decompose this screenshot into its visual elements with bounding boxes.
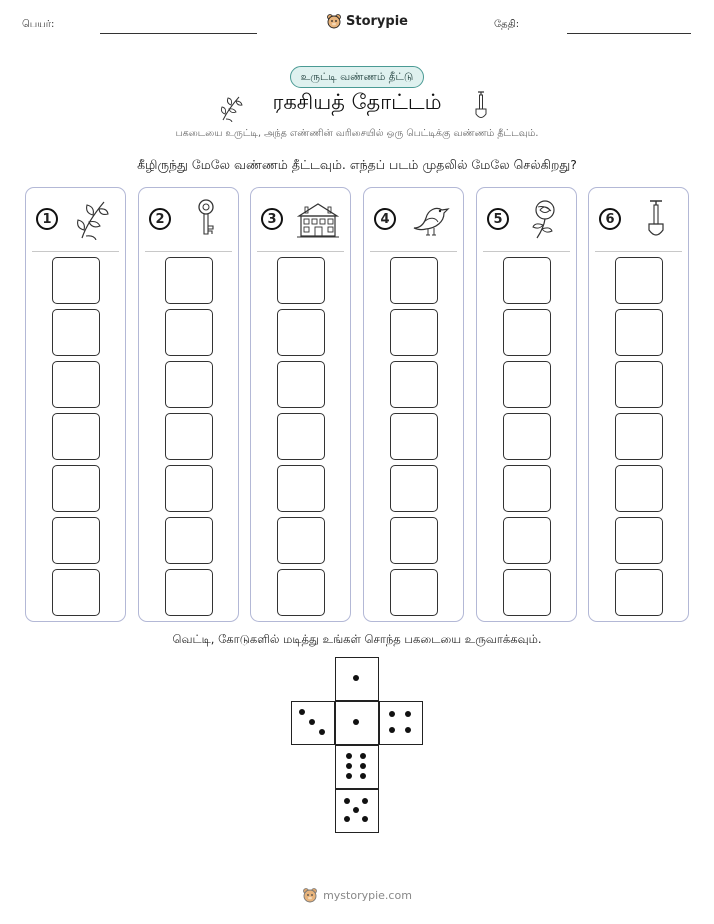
die-face-three (291, 701, 335, 745)
pip (309, 719, 315, 725)
bear-logo-icon (302, 887, 318, 903)
activity-badge: உருட்டி வண்ணம் தீட்டு (290, 66, 424, 88)
header-divider (595, 251, 682, 252)
die-face-four (379, 701, 423, 745)
column-1 (25, 187, 126, 622)
pip (360, 773, 366, 779)
date-line (567, 33, 691, 34)
color-box[interactable] (165, 465, 213, 512)
pip (319, 729, 325, 735)
logo-text: Storypie (346, 13, 408, 29)
bear-logo-icon (326, 13, 342, 29)
column-header (589, 188, 688, 250)
color-box[interactable] (277, 309, 325, 356)
color-box[interactable] (52, 361, 100, 408)
color-box[interactable] (615, 257, 663, 304)
shovel-icon (635, 198, 677, 240)
pip (360, 753, 366, 759)
die-face-five (335, 789, 379, 833)
column-number: 1 (36, 208, 58, 230)
color-box[interactable] (503, 517, 551, 564)
color-box[interactable] (165, 361, 213, 408)
color-box[interactable] (503, 309, 551, 356)
color-box[interactable] (615, 413, 663, 460)
pip (344, 816, 350, 822)
die-net (291, 657, 425, 835)
color-box[interactable] (52, 465, 100, 512)
die-face-one (335, 657, 379, 701)
color-box[interactable] (277, 569, 325, 616)
pip (389, 727, 395, 733)
mansion-icon (297, 198, 339, 240)
color-box[interactable] (390, 465, 438, 512)
column-6 (588, 187, 689, 622)
pip (405, 711, 411, 717)
footer (0, 887, 714, 903)
color-box[interactable] (390, 257, 438, 304)
bird-icon (410, 198, 452, 240)
column-header (364, 188, 463, 250)
color-box[interactable] (277, 361, 325, 408)
name-label: பெயர்: (22, 19, 55, 30)
die-face-six (335, 745, 379, 789)
color-box[interactable] (615, 309, 663, 356)
color-box[interactable] (165, 517, 213, 564)
pip (362, 798, 368, 804)
header-divider (32, 251, 119, 252)
pip (362, 816, 368, 822)
pip (389, 711, 395, 717)
pip (353, 675, 359, 681)
color-box[interactable] (52, 257, 100, 304)
footer-url[interactable]: mystorypie.com (323, 888, 412, 902)
color-box[interactable] (503, 569, 551, 616)
header-divider (370, 251, 457, 252)
color-box[interactable] (52, 569, 100, 616)
page-title: ரகசியத் தோட்டம் (272, 90, 442, 114)
pip (353, 807, 359, 813)
rose-icon (523, 198, 565, 240)
date-label: தேதி: (494, 19, 520, 30)
color-box[interactable] (277, 257, 325, 304)
column-number: 3 (261, 208, 283, 230)
logo (326, 13, 408, 29)
column-number: 4 (374, 208, 396, 230)
shovel-icon (472, 90, 490, 122)
column-number: 2 (149, 208, 171, 230)
column-header (26, 188, 125, 250)
pip (299, 709, 305, 715)
subtitle: பகடையை உருட்டி, அந்த எண்ணின் வரிசையில் ஒரு பெட்டிக்கு வண்ணம் தீட்டவும். (175, 128, 539, 139)
column-3 (250, 187, 351, 622)
color-box[interactable] (390, 361, 438, 408)
color-box[interactable] (503, 257, 551, 304)
column-header (139, 188, 238, 250)
instruction: கீழிருந்து மேலே வண்ணம் தீட்டவும். எந்தப் படம் முதலில் மேலே செல்கிறது? (137, 157, 577, 172)
color-box[interactable] (165, 569, 213, 616)
die-face-one (335, 701, 379, 745)
color-box[interactable] (277, 413, 325, 460)
key-icon (185, 198, 227, 240)
color-box[interactable] (390, 569, 438, 616)
color-box[interactable] (390, 413, 438, 460)
color-box[interactable] (52, 413, 100, 460)
color-box[interactable] (277, 517, 325, 564)
color-box[interactable] (165, 413, 213, 460)
color-box[interactable] (165, 257, 213, 304)
color-box[interactable] (615, 361, 663, 408)
color-box[interactable] (503, 361, 551, 408)
color-box[interactable] (503, 465, 551, 512)
cut-instruction: வெட்டி, கோடுகளில் மடித்து உங்கள் சொந்த பகடையை உருவாக்கவும். (172, 632, 542, 646)
pip (360, 763, 366, 769)
header-divider (145, 251, 232, 252)
column-4 (363, 187, 464, 622)
column-5 (476, 187, 577, 622)
column-2 (138, 187, 239, 622)
pip (346, 763, 352, 769)
pip (405, 727, 411, 733)
pip (353, 719, 359, 725)
header-divider (483, 251, 570, 252)
column-header (477, 188, 576, 250)
color-box[interactable] (615, 465, 663, 512)
color-box[interactable] (165, 309, 213, 356)
pip (346, 753, 352, 759)
column-number: 5 (487, 208, 509, 230)
color-box[interactable] (52, 309, 100, 356)
ivy-leaves-icon (72, 198, 114, 240)
column-number: 6 (599, 208, 621, 230)
color-box[interactable] (277, 465, 325, 512)
header-divider (257, 251, 344, 252)
pip (344, 798, 350, 804)
color-box[interactable] (390, 517, 438, 564)
color-box[interactable] (615, 517, 663, 564)
name-line (100, 33, 257, 34)
color-box[interactable] (615, 569, 663, 616)
color-box[interactable] (503, 413, 551, 460)
column-header (251, 188, 350, 250)
color-box[interactable] (390, 309, 438, 356)
color-box[interactable] (52, 517, 100, 564)
pip (346, 773, 352, 779)
